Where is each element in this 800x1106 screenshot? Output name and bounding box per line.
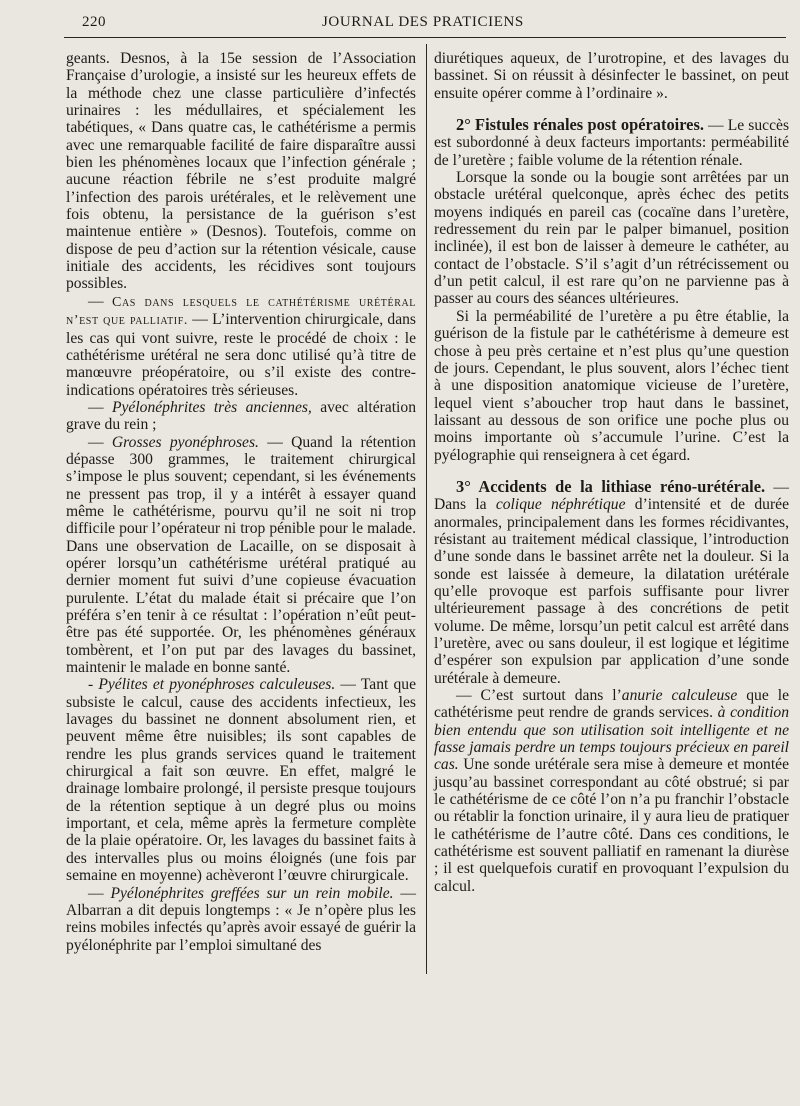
paragraph-text: — C’est surtout dans l’ (456, 687, 622, 705)
italic-term: Pyélonéphrites greffées sur un rein mobile. (110, 884, 394, 902)
italic-term: Pyélonéphrites très anciennes, (111, 398, 312, 416)
paragraph-text: avec altération grave du rein ; (66, 398, 416, 434)
paragraph-text: — Tant que subsiste le calcul, cause des accidents infectieux, les lavages du bassinet ne donnent absolument rien, et peuvent même être nuisibles; ils sont capables de rendre les plus grands services quand le traitement chirurgical a fait son œuvre. En effet, malgré le drainage lombaire prolongé, il persiste presque toujours de la rétention septique à un degré plus ou moins important, et cela, même après la fermeture complète de la plaie opératoire. Or, les lavages du bassinet faits à des intervalles plus ou moins éloignés (une fois par semaine en moyenne) achèveront l’œuvre chirurgicale. (66, 676, 416, 885)
italic-term: Grosses pyonéphroses. (111, 433, 259, 451)
paragraph: geants. Desnos, à la 15e session de l’Association Française d’urologie, a insisté sur les heureux effets de la méthode chez une classe particulière d’infectés urinaires : les médullaires, et spécialement les tabétiques, « Dans quatre cas, le cathétérisme a permis avec une remarquable facilité de faire disparaître aussi bien les phénomènes locaux que l’infection générale ; aucune réaction fébrile ne s’est produite malgré l’infection des parois urétérales, et le relèvement une fois obtenu, la persistance de la guérison s’est maintenue entière » (Desnos). Toutefois, comme on dispose de peu d’action sur la rétention vésicale, cause initiale des accidents, les récidives sont toujours possibles. (66, 50, 416, 293)
paragraph (434, 687, 789, 895)
paragraph-text: — Dans la (434, 478, 789, 514)
paragraph: Si la perméabilité de l’uretère a pu être établie, la guérison de la fistule par le cathétérisme à demeure est chose à peu près certaine et n’est plus qu’une question de jours. Cependant, le plus souvent, alors l’échec tient à une disposition anatomique vicieuse de l’uretère, lequel vient s’aboucher trop haut dans le bassinet, laissant au dessous de son orifice une poche plus ou moins importante où s’accumule l’urine. C’est la pyélographie qui renseignera à cet égard. (434, 307, 789, 464)
header-rule (64, 37, 786, 38)
column-divider (426, 44, 427, 974)
running-header (64, 10, 774, 32)
page-number: 220 (82, 14, 106, 30)
paragraph: — Pyélonéphrites greffées sur un rein mobile. — Albarran a dit depuis longtemps : « Je n’opère plus les reins mobiles infectés qu’après avoir essayé de guérir la pyélonéphrite par l’emploi simultané des (66, 884, 416, 954)
paragraph-text: Une sonde urétérale sera mise à demeure et montée jusqu’au bassinet correspondant au côté obstrué; si par le cathétérisme de ce côté l’on n’a pu franchir l’obstacle ou rétablir la fonction urinaire, il y aura lieu de pratiquer le cathétérisme de l’autre côté. Dans ces conditions, le cathétérisme est souvent palliatif en ramenant la diurèse ; il est quelquefois curatif en provoquant l’expulsion du calcul. (434, 756, 789, 895)
left-column (66, 50, 416, 954)
paragraph: Lorsque la sonde ou la bougie sont arrêtées par un obstacle urétéral quelconque, après échec des petits moyens indiqués en pareil cas (cocaïne dans l’uretère, redressement du rein par le palper bimanuel, position inclinée), il est bon de laisser à demeure le cathéter, au contact de l’obstacle. S’il s’agit d’un rétrécissement ou d’un petit calcul, il est rare qu’on ne parvienne pas à passer au cours des séances ultérieures. (434, 169, 789, 308)
paragraph: — Cas dans lesquels le cathétérisme urétéral n’est que palliatif. — L’intervention chirurgicale, dans les cas qui vont suivre, reste le procédé de choix : le cathétérisme urétéral ne sera donc utilisé qu’à titre de manœuvre préopératoire, ou s’il existe des contre-indications opératoires très sérieuses. (66, 292, 416, 399)
paragraph (434, 478, 789, 687)
paragraph-text: — Quand la rétention dépasse 300 grammes, le traitement chirurgical s’impose le plus souvent; cependant, si les événements ne pressent pas trop, il y a intérêt à essayer quand même le cathétérisme, pourvu qu’il ne soit ni trop difficile pour l’opérateur ni trop pénible pour le malade. Dans une observation de Lacaille, on se disposait à opérer lorsqu’un cathétérisme urétéral pratiqué au dernier moment fut suivi d’une copieuse évacuation purulente. L’état du malade était si précaire que l’on préféra s’en tenir à ce résultat : l’opération n’eût peut-être pas été supportée. Or, les phénomènes généraux tombèrent, et l’on put par des lavages du bassinet, maintenir le malade en bonne santé. (66, 433, 416, 677)
journal-title: JOURNAL DES PRATICIENS (322, 14, 524, 30)
right-column (434, 50, 789, 895)
italic-term: anurie calculeuse (621, 687, 738, 705)
italic-term: Pyélites et pyonéphroses calculeuses. (98, 676, 336, 694)
section-heading: 3° Accidents de la lithiase réno-urétérale. (456, 476, 766, 496)
paragraph-text: — Albarran a dit depuis longtemps : « Je n’opère plus les reins mobiles infectés qu’après avoir essayé de guérir la pyélonéphrite par l’emploi simultané des (66, 884, 416, 954)
paragraph-text: — L’intervention chirurgicale, dans les cas qui vont suivre, reste le procédé de choix : le cathétérisme urétéral ne sera donc utilisé qu’à titre de manœuvre préopératoire, ou s’il existe des contre-indications opératoires très sérieuses. (66, 311, 416, 399)
paragraph: - Pyélites et pyonéphroses calculeuses. — Tant que subsiste le calcul, cause des accidents infectieux, les lavages du bassinet ne donnent absolument rien, et peuvent même être nuisibles; ils sont capables de rendre les plus grands services quand le traitement chirurgical a fait son œuvre. En effet, malgré le drainage lombaire prolongé, il persiste presque toujours de la rétention septique à un degré plus ou moins important, et cela, même après la fermeture complète de la plaie opératoire. Or, les lavages du bassinet faits à des intervalles plus ou moins éloignés (une fois par semaine en moyenne) achèveront l’œuvre chirurgicale. (66, 676, 416, 885)
paragraph-text: que le cathétérisme peut rendre de grands services. (434, 687, 789, 722)
section-heading: 2° Fistules rénales post opératoires. (456, 115, 704, 135)
paragraph: diurétiques aqueux, de l’urotropine, et des lavages du bassinet. Si on réussit à désinfecter le bassinet, on peut ensuite opérer comme à l’ordinaire ». (434, 50, 789, 102)
paragraph (434, 116, 789, 169)
italic-term: à condition bien entendu que son utilisation soit intelligente et ne fasse jamais perdre un temps toujours précieux en pareil cas. (434, 704, 790, 774)
section-heading: Cas dans lesquels le cathétérisme urétéral n’est que palliatif. (66, 294, 416, 329)
italic-term: colique néphrétique (495, 496, 626, 514)
paragraph: — Pyélonéphrites très anciennes, avec altération grave du rein ; (66, 398, 416, 434)
paragraph-text: d’intensité et de durée anormales, principalement dans les formes récidivantes, résistant au traitement médical classique, l’introduction d’une sonde dans le bassinet arrête net la douleur. Si la sonde est laissée à demeure, la dilatation urétérale qu’elle provoque est parfois suffisante pour livrer ultérieurement passage à des concrétions de petit volume. De même, lorsqu’un petit calcul est arrêté dans l’uretère, avec ou sans douleur, il est logique et légitime d’espérer son expulsion par application d’une sonde urétérale à demeure. (434, 496, 789, 687)
paragraph-text: — Le succès est subordonné à deux facteurs importants: perméabilité de l’uretère ; faible volume de la rétention rénale. (434, 117, 790, 169)
paragraph: — Grosses pyonéphroses. — Quand la rétention dépasse 300 grammes, le traitement chirurgical s’impose le plus souvent; cependant, si les événements ne pressent pas trop, il y a intérêt à essayer quand même le cathétérisme, pourvu qu’il ne soit ni trop difficile pour l’opérateur ni trop pénible pour le malade. Dans une observation de Lacaille, on se disposait à opérer lorsqu’un cathétérisme urétéral pratiqué au dernier moment fut suivi d’une copieuse évacuation purulente. L’état du malade était si précaire que l’on préféra s’en tenir à ce résultat : l’opération n’eût peut-être pas été supportée. Or, les phénomènes généraux tombèrent, et l’on put par des lavages du bassinet, maintenir le malade en bonne santé. (66, 433, 416, 677)
